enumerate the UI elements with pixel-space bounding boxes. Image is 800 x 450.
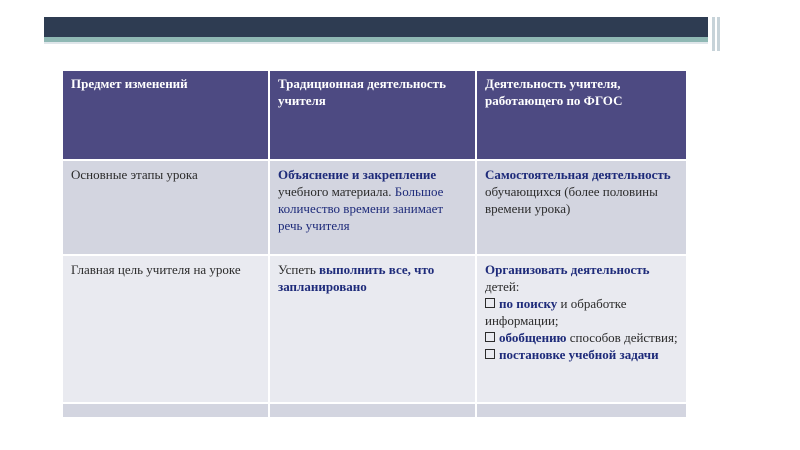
header-traditional: Традиционная деятельность учителя — [269, 70, 476, 160]
row2-fgos-item3-bold: постановке учебной задачи — [499, 347, 659, 362]
row2-traditional-text: Успеть — [278, 262, 319, 277]
row2-traditional — [269, 255, 476, 403]
checkbox-icon — [485, 298, 495, 308]
comparison-table — [61, 69, 688, 419]
checkbox-icon — [485, 332, 495, 342]
header-subject: Предмет изменений — [62, 70, 269, 160]
row2-fgos — [476, 255, 687, 403]
empty-cell — [62, 403, 269, 418]
row2-traditional-bold: выполнить все, что запланировано — [278, 262, 435, 294]
row1-fgos-bold: Самостоятельная деятельность — [485, 167, 671, 182]
empty-cell — [269, 403, 476, 418]
row1-traditional-text: учебного материала. — [278, 184, 392, 199]
row1-traditional-blue: Большое количество времени занимает речь учителя — [278, 184, 444, 233]
row1-subject: Основные этапы урока — [62, 160, 269, 255]
empty-cell — [476, 403, 687, 418]
row2-fgos-item2-text: способов действия; — [566, 330, 678, 345]
row2-fgos-item1-text: и обработке информации; — [485, 296, 627, 328]
table-header-row — [62, 70, 687, 160]
row1-fgos — [476, 160, 687, 255]
header-fgos: Деятельность учителя, работающего по ФГОС — [476, 70, 687, 160]
row2-fgos-text: детей: — [485, 279, 520, 294]
row1-traditional — [269, 160, 476, 255]
title-bar — [44, 17, 708, 37]
title-bar-divider — [44, 42, 708, 44]
table-row — [62, 160, 687, 255]
row2-fgos-bold: Организовать деятельность — [485, 262, 650, 277]
row1-traditional-bold: Объяснение и закрепление — [278, 167, 437, 182]
row2-fgos-item1-bold: по поиску — [499, 296, 558, 311]
table-row-empty — [62, 403, 687, 418]
table-row — [62, 255, 687, 403]
row1-fgos-text: обучающихся (более половины времени урока) — [485, 184, 658, 216]
checkbox-icon — [485, 349, 495, 359]
row2-subject: Главная цель учителя на уроке — [62, 255, 269, 403]
row2-fgos-item2-bold: обобщению — [499, 330, 567, 345]
decor-stripe — [712, 17, 715, 51]
decor-stripe — [717, 17, 720, 51]
